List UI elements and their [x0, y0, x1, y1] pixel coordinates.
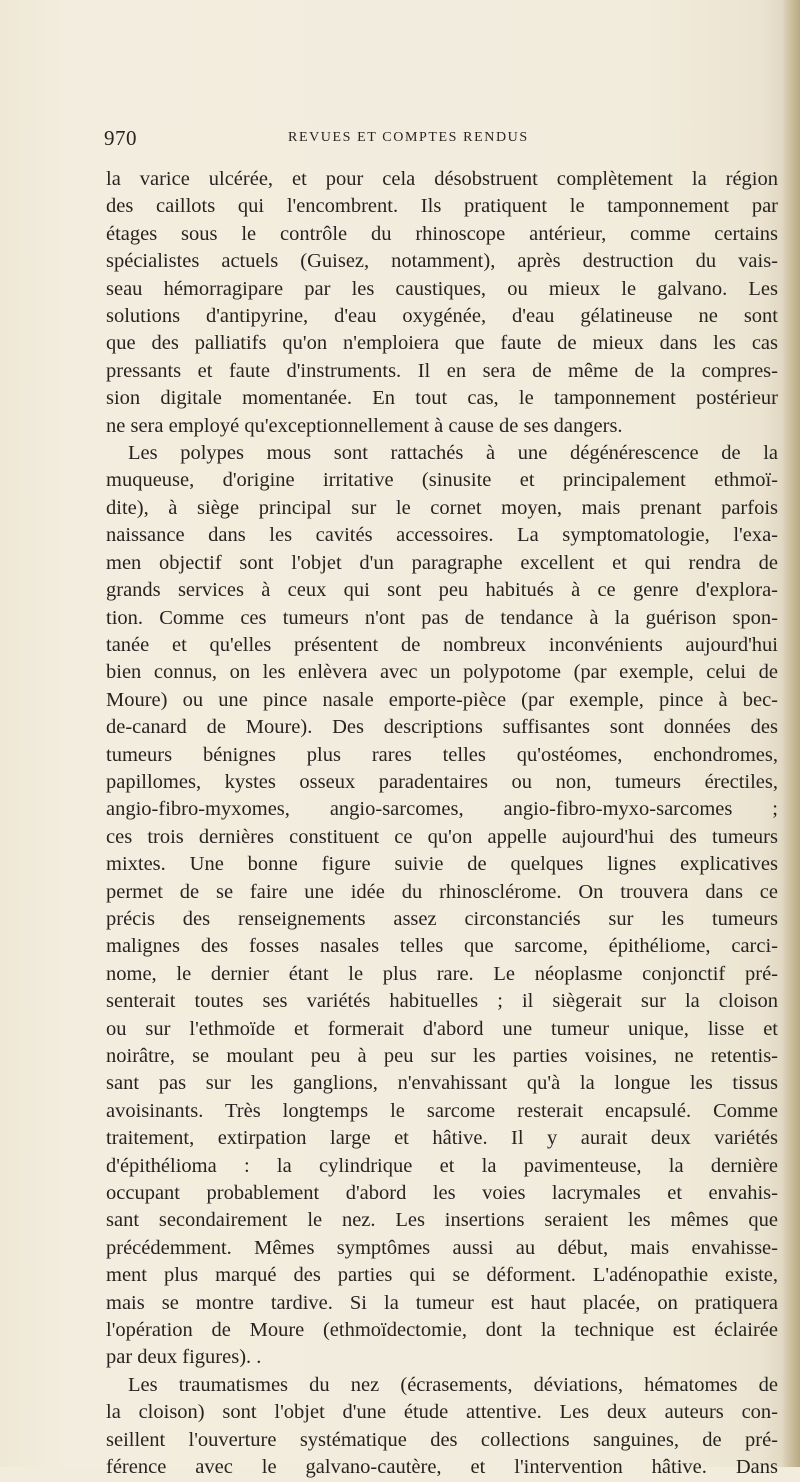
page-number: 970: [104, 126, 137, 150]
text-line: noirâtre, se moulant peu à peu sur les parties voisines, ne retentis-: [106, 1045, 778, 1067]
text-line: précis des renseignements assez circonstanciés sur les tumeurs: [106, 907, 778, 930]
text-line: occupant probablement d'abord les voies lacrymales et envahis-: [106, 1182, 778, 1205]
text-line: ces trois dernières constituent ce qu'on appelle aujourd'hui des tumeurs: [106, 825, 778, 848]
text-line: la varice ulcérée, et pour cela désobstruent complètement la région: [106, 168, 778, 190]
text-line: sion digitale momentanée. En tout cas, le tamponnement postérieur: [106, 387, 778, 410]
text-line: tion. Comme ces tumeurs n'ont pas de tendance à la guérison spon-: [106, 606, 778, 629]
text-line: étages sous le contrôle du rhinoscope antérieur, comme certains: [106, 222, 778, 245]
text-line: men objectif sont l'objet d'un paragraphe excellent et qui rendra de: [106, 551, 778, 574]
text-line: mixtes. Une bonne figure suivie de quelques lignes explicatives: [106, 853, 778, 876]
text-line: mais se montre tardive. Si la tumeur est haut placée, on pratiquera: [106, 1291, 778, 1314]
text-line: la cloison) sont l'objet d'une étude attentive. Les deux auteurs con-: [106, 1401, 778, 1424]
text-line: ment plus marqué des parties qui se déforment. L'adénopathie existe,: [106, 1264, 778, 1287]
text-line: tumeurs bénignes plus rares telles qu'ostéomes, enchondromes,: [106, 743, 778, 766]
text-line: malignes des fosses nasales telles que sarcome, épithéliome, carci-: [106, 935, 778, 958]
text-line: traitement, extirpation large et hâtive. Il y aurait deux variétés: [106, 1127, 778, 1150]
text-line: de-canard de Moure). Des descriptions suffisantes sont données des: [106, 716, 778, 739]
text-line: que des palliatifs qu'on n'emploiera que faute de mieux dans les cas: [106, 332, 778, 355]
text-line: seillent l'ouverture systématique des collections sanguines, de pré-: [106, 1428, 778, 1451]
text-line: Moure) ou une pince nasale emporte-pièce (par exemple, pince à bec-: [106, 688, 778, 711]
text-line: permet de se faire une idée du rhinosclérome. On trouvera dans ce: [106, 880, 778, 903]
text-line: solutions d'antipyrine, d'eau oxygénée, d'eau gélatineuse ne sont: [106, 305, 778, 328]
paragraph-start-line: Les traumatismes du nez (écrasements, déviations, hématomes de: [128, 1373, 778, 1396]
text-line: sant pas sur les ganglions, n'envahissant qu'à la longue les tissus: [106, 1072, 778, 1095]
text-line: nome, le dernier étant le plus rare. Le néoplasme conjonctif pré-: [106, 962, 778, 985]
text-line: tanée et qu'elles présentent de nombreux inconvénients aujourd'hui: [106, 633, 778, 656]
text-line: pressants et faute d'instruments. Il en sera de même de la compres-: [106, 359, 778, 382]
text-line: d'épithélioma : la cylindrique et la pavimenteuse, la dernière: [106, 1154, 778, 1177]
text-line: senterait toutes ses variétés habituelles ; il siègerait sur la cloison: [106, 990, 778, 1013]
text-line: férence avec le galvano-cautère, et l'intervention hâtive. Dans: [106, 1456, 778, 1479]
text-line: ou sur l'ethmoïde et formerait d'abord une tumeur unique, lisse et: [106, 1017, 778, 1040]
text-line: dite), à siège principal sur le cornet moyen, mais prenant parfois: [106, 496, 778, 519]
body-text: [106, 166, 778, 1482]
text-line: spécialistes actuels (Guisez, notamment), après destruction du vais-: [106, 250, 778, 273]
text-line: l'opération de Moure (ethmoïdectomie, dont la technique est éclairée: [106, 1319, 778, 1342]
text-line: des caillots qui l'encombrent. Ils pratiquent le tamponnement par: [106, 195, 778, 218]
page-edge-shadow: [782, 0, 800, 1467]
running-head: REVUES ET COMPTES RENDUS: [288, 130, 529, 145]
text-line: par deux figures). .: [106, 1346, 262, 1369]
text-line: précédemment. Mêmes symptômes aussi au début, mais envahisse-: [106, 1236, 778, 1259]
text-line: sant secondairement le nez. Les insertions seraient les mêmes que: [106, 1209, 778, 1232]
text-line: seau hémorragipare par les caustiques, ou mieux le galvano. Les: [106, 277, 778, 300]
text-line: ne sera employé qu'exceptionnellement à cause de ses dangers.: [106, 414, 623, 437]
text-line: muqueuse, d'origine irritative (sinusite et principalement ethmoï-: [106, 469, 778, 492]
text-line: grands services à ceux qui sont peu habitués à ce genre d'explora-: [106, 579, 778, 602]
page-header: [104, 126, 764, 150]
text-line: avoisinants. Très longtemps le sarcome resterait encapsulé. Comme: [106, 1099, 778, 1122]
paragraph-start-line: Les polypes mous sont rattachés à une dégénérescence de la: [128, 442, 778, 465]
text-line: papillomes, kystes osseux paradentaires ou non, tumeurs érectiles,: [106, 770, 778, 793]
text-line: angio-fibro-myxomes, angio-sarcomes, angio-fibro-myxo-sarcomes ;: [106, 798, 778, 821]
text-line: bien connus, on les enlèvera avec un polypotome (par exemple, celui de: [106, 661, 778, 684]
text-line: naissance dans les cavités accessoires. La symptomatologie, l'exa-: [106, 524, 778, 547]
